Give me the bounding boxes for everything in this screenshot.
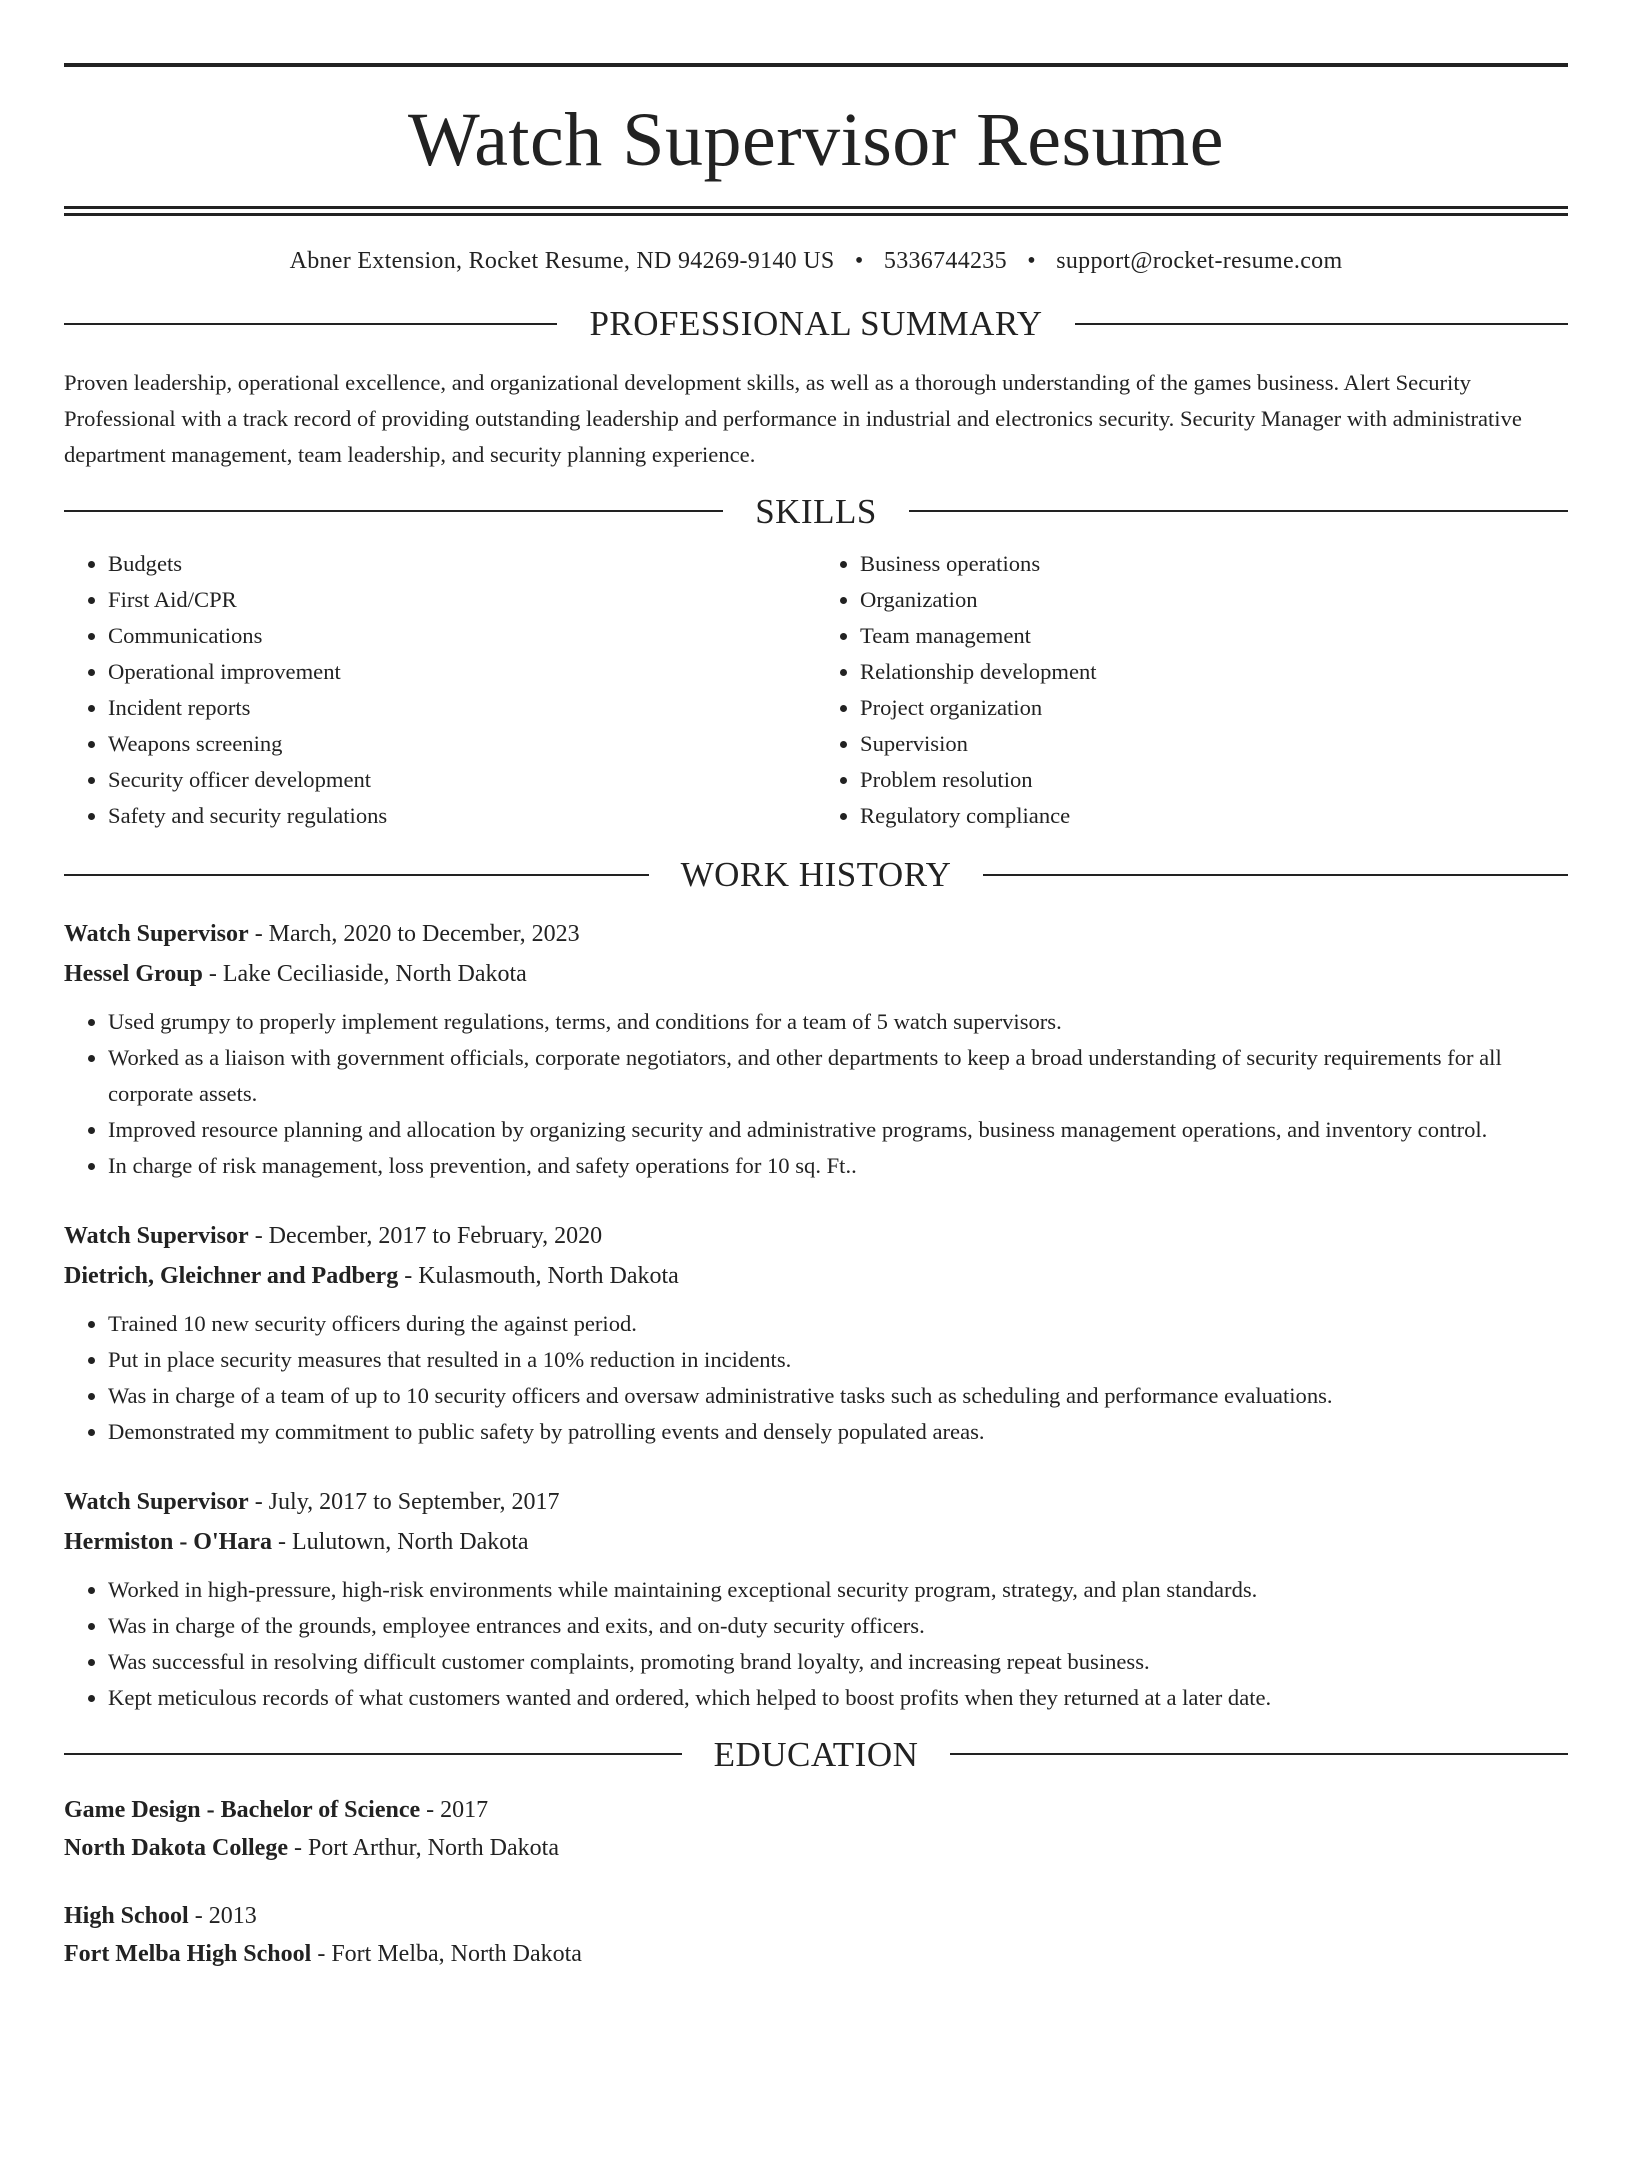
education-year: - 2013 — [188, 1903, 257, 1929]
education-location: - Port Arthur, North Dakota — [287, 1835, 559, 1861]
job-bullet: • In charge of risk management, loss prevention, and safety operations for 10 sq. Ft.. — [108, 1148, 1568, 1184]
job-company: Dietrich, Gleichner and Padberg — [64, 1262, 399, 1289]
skill-item: • Incident reports — [108, 690, 816, 726]
education-school: Fort Melba High School — [64, 1941, 312, 1967]
job-location: - Lulutown, North Dakota — [271, 1528, 529, 1555]
section-title-skills: SKILLS — [755, 491, 877, 531]
contact-email: support@rocket-resume.com — [1056, 248, 1343, 274]
education-degree: High School — [64, 1903, 189, 1929]
job-bullets — [64, 1572, 1568, 1716]
section-header-summary — [64, 301, 1568, 347]
education-location: - Fort Melba, North Dakota — [311, 1941, 582, 1967]
job-dates: - December, 2017 to February, 2020 — [248, 1222, 603, 1249]
skill-item: • Regulatory compliance — [860, 798, 1568, 834]
title-double-rule — [64, 206, 1568, 216]
job-location: - Kulasmouth, North Dakota — [398, 1262, 679, 1289]
section-header-education — [64, 1732, 1568, 1778]
resume-page — [0, 63, 1632, 2175]
job-dates: - July, 2017 to September, 2017 — [248, 1488, 560, 1515]
job-location: - Lake Ceciliaside, North Dakota — [202, 960, 527, 987]
contact-phone: 5336744235 — [883, 248, 1007, 274]
job-bullets — [64, 1004, 1568, 1184]
job-entry — [64, 1216, 1568, 1450]
job-title: Watch Supervisor — [64, 920, 249, 947]
job-title: Watch Supervisor — [64, 1488, 249, 1515]
section-title-summary: PROFESSIONAL SUMMARY — [589, 304, 1043, 343]
education-degree: Game Design - Bachelor of Science — [64, 1797, 421, 1823]
skill-item: • Project organization — [860, 690, 1568, 726]
skill-item: • Team management — [860, 618, 1568, 654]
skill-item: • Supervision — [860, 726, 1568, 762]
skill-item: • Business operations — [860, 546, 1568, 582]
job-company-line — [64, 1522, 1568, 1562]
section-rule — [909, 510, 1568, 512]
section-rule — [64, 874, 649, 876]
section-rule — [950, 1753, 1568, 1755]
skill-item: • Problem resolution — [860, 762, 1568, 798]
job-bullet: • Demonstrated my commitment to public safety by patrolling events and densely populated areas. — [108, 1414, 1568, 1450]
education-entry — [64, 1897, 1568, 1973]
summary-paragraph: Proven leadership, operational excellence, and organizational development skills, as well as a thorough understanding of the games business. Alert Security Professional with a track record of providing outstanding leadership and performance in industrial and electronics security. Security Manager with administrative department management, team leadership, and security planning experience. — [64, 369, 1522, 467]
top-rule — [64, 63, 1568, 67]
job-entry — [64, 1482, 1568, 1716]
job-entry — [64, 914, 1568, 1184]
skill-item: • Weapons screening — [108, 726, 816, 762]
education-degree-line — [64, 1897, 1568, 1935]
job-title-line — [64, 914, 1568, 954]
skills-column-right — [816, 546, 1568, 834]
contact-address: Abner Extension, Rocket Resume, ND 94269-9140 US — [289, 248, 835, 274]
skill-item: • Communications — [108, 618, 816, 654]
skill-item: • Safety and security regulations — [108, 798, 816, 834]
skill-item: • First Aid/CPR — [108, 582, 816, 618]
job-bullet: • Was in charge of the grounds, employee entrances and exits, and on-duty security officers. — [108, 1608, 1568, 1644]
job-company-line — [64, 954, 1568, 994]
education-school-line — [64, 1935, 1568, 1973]
contact-separator: • — [854, 248, 864, 274]
job-bullets — [64, 1306, 1568, 1450]
skills-column-left — [64, 546, 816, 834]
job-bullet: • Improved resource planning and allocation by organizing security and administrative programs, business management operations, and inventory control. — [108, 1112, 1568, 1148]
section-rule — [64, 1753, 682, 1755]
job-company: Hessel Group — [64, 960, 203, 987]
skill-item: • Operational improvement — [108, 654, 816, 690]
section-title-education: EDUCATION — [713, 1734, 919, 1774]
section-title-work: WORK HISTORY — [680, 855, 952, 894]
section-rule — [983, 874, 1568, 876]
section-rule — [64, 510, 723, 512]
job-title-line — [64, 1216, 1568, 1256]
contact-line — [64, 248, 1568, 275]
job-title: Watch Supervisor — [64, 1222, 249, 1249]
skill-item: • Security officer development — [108, 762, 816, 798]
contact-separator: • — [1027, 248, 1036, 274]
job-bullet: • Kept meticulous records of what customers wanted and ordered, which helped to boost profits when they returned at a later date. — [108, 1680, 1568, 1716]
education-degree-line — [64, 1791, 1568, 1829]
job-bullet: • Worked in high-pressure, high-risk environments while maintaining exceptional security program, strategy, and plan standards. — [108, 1572, 1568, 1608]
education-school: North Dakota College — [64, 1835, 288, 1861]
job-company-line — [64, 1256, 1568, 1296]
job-bullet: • Trained 10 new security officers during the against period. — [108, 1306, 1568, 1342]
section-rule — [1075, 323, 1568, 325]
skill-item: • Organization — [860, 582, 1568, 618]
job-bullet: • Worked as a liaison with government officials, corporate negotiators, and other departments to keep a broad understanding of security requirements for all corporate assets. — [108, 1040, 1568, 1112]
job-company: Hermiston - O'Hara — [64, 1528, 272, 1555]
section-header-work — [64, 852, 1568, 898]
job-bullet: • Used grumpy to properly implement regulations, terms, and conditions for a team of 5 watch supervisors. — [108, 1004, 1568, 1040]
education-school-line — [64, 1829, 1568, 1867]
skill-item: • Budgets — [108, 546, 816, 582]
section-header-skills — [64, 489, 1568, 535]
job-bullet: • Was successful in resolving difficult customer complaints, promoting brand loyalty, and increasing repeat business. — [108, 1644, 1568, 1680]
job-bullet: • Put in place security measures that resulted in a 10% reduction in incidents. — [108, 1342, 1568, 1378]
job-dates: - March, 2020 to December, 2023 — [248, 920, 580, 947]
education-year: - 2017 — [420, 1797, 489, 1823]
job-bullet: • Was in charge of a team of up to 10 security officers and oversaw administrative tasks such as scheduling and performance evaluations. — [108, 1378, 1568, 1414]
section-rule — [64, 323, 557, 325]
resume-title: Watch Supervisor Resume — [408, 98, 1224, 182]
job-title-line — [64, 1482, 1568, 1522]
skill-item: • Relationship development — [860, 654, 1568, 690]
education-entry — [64, 1791, 1568, 1867]
skills-list — [64, 546, 1568, 834]
